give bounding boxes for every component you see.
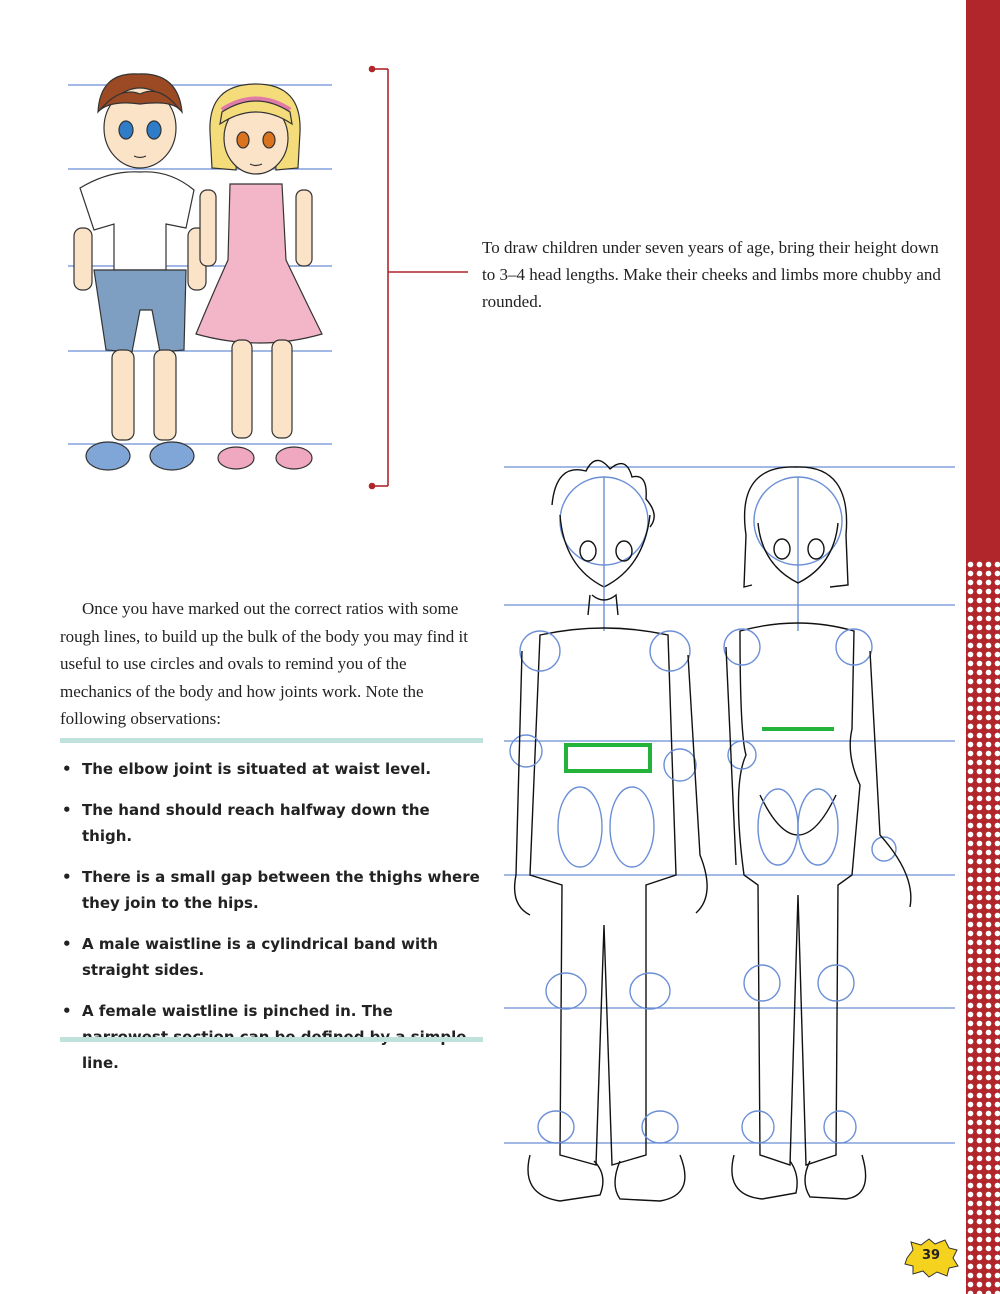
height-bracket [370,67,469,489]
construction-sketch-illustration [500,455,960,1215]
list-divider-bottom [60,1037,483,1042]
list-divider-top [60,738,483,743]
list-item: • The hand should reach halfway down the thigh. [62,797,482,849]
girl-figure [196,84,322,469]
head-length-guide-lines [504,467,955,1143]
page-number: 39 [921,1248,941,1263]
halftone-dot-pattern [966,560,1000,1294]
body-paragraph: Once you have marked out the correct ratios with some rough lines, to build up the bulk of the body you may find it useful to use circles and ovals to remind you of the mechanics of the body and how joints work. Note the following observations: [60,599,468,728]
decorative-side-band [966,0,1000,1294]
boy-sketch [510,460,707,1201]
girl-sketch [724,467,911,1199]
list-item: • A female waistline is pinched in. The line. [62,998,482,1076]
colored-children-illustration [60,60,400,500]
boy-figure [74,74,206,470]
list-item: • A male waistline is a cylindrical band with straight sides. [62,931,482,983]
intro-paragraph: To draw children under seven years of age, bring their height down to 3–4 head lengths. Make their cheeks and limbs more chubby and rounded. [482,238,941,311]
list-item: • The elbow joint is situated at waist level. [62,756,482,782]
list-item: • There is a small gap between the thighs where they join to the hips. [62,864,482,916]
